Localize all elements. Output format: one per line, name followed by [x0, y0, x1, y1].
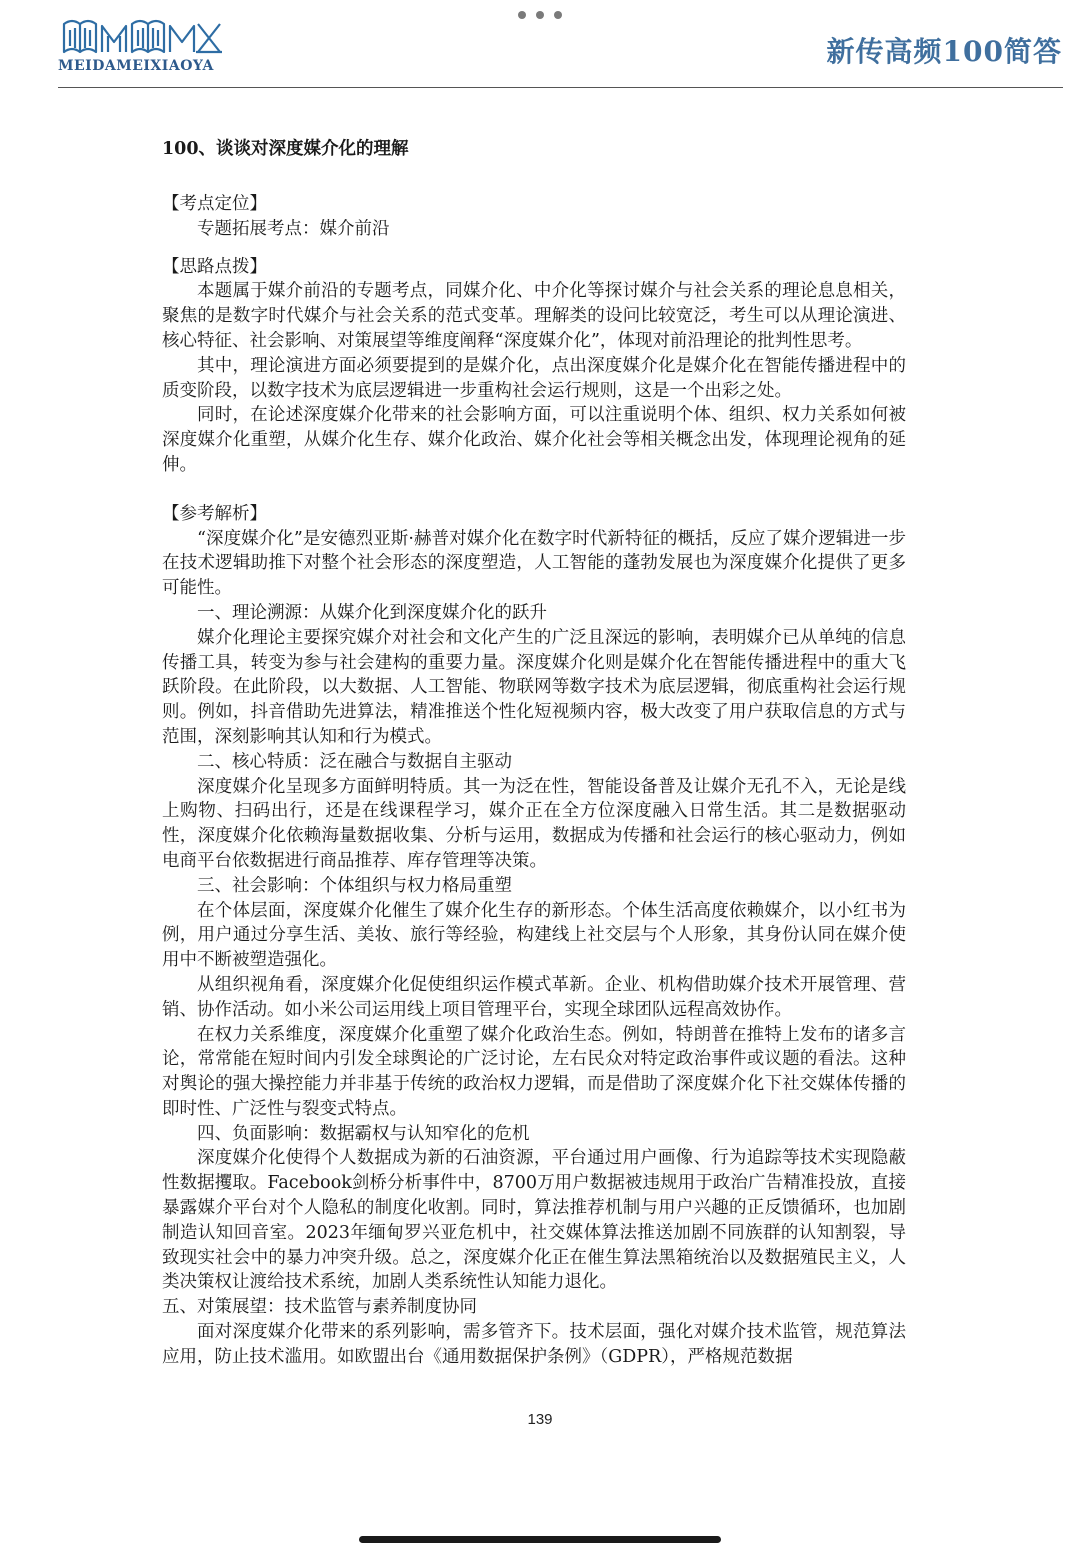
- paragraph: 面对深度媒介化带来的系列影响，需多管齐下。技术层面，强化对媒介技术监管，规范算法应用，防止技术滥用。如欧盟出台《通用数据保护条例》（GDPR），严格规范数据: [162, 1322, 906, 1367]
- subsection-title: 四、负面影响：数据霸权与认知窄化的危机: [197, 1123, 530, 1144]
- question-title: 100、谈谈对深度媒介化的理解: [162, 139, 409, 159]
- header-title: 新传高频100简答: [826, 35, 1062, 68]
- paragraph: 专题拓展考点：媒介前沿: [197, 218, 390, 239]
- section-silu: [162, 255, 906, 478]
- paragraph: 在个体层面，深度媒介化催生了媒介化生存的新形态。个体生活高度依赖媒介，以小红书为例，用户通过分享生活、美妆、旅行等经验，构建线上社交层与个人形象，其身份认同在媒介使用中不断被塑造强化。: [162, 900, 906, 971]
- paragraph: 深度媒介化呈现多方面鲜明特质。其一为泛在性，智能设备普及让媒介无孔不入，无论是线上购物、扫码出行，还是在线课程学习，媒介正在全方位深度融入日常生活。其二是数据驱动性，深度媒介化依赖海量数据收集、分析与运用，数据成为传播和社会运行的核心驱动力，例如电商平台依数据进行商品推荐、库存管理等决策。: [162, 776, 906, 871]
- paragraph: 在权力关系维度，深度媒介化重塑了媒介化政治生态。例如，特朗普在推特上发布的诸多言论，常常能在短时间内引发全球舆论的广泛讨论，左右民众对特定政治事件或议题的看法。这种对舆论的强大操控能力并非基于传统的政治权力逻辑，而是借助了深度媒介化下社交媒体传播的即时性、广泛性与裂变式特点。: [162, 1024, 906, 1119]
- paragraph: “深度媒介化”是安德烈亚斯·赫普对媒介化在数字时代新特征的概括，反应了媒介逻辑进一步在技术逻辑助推下对整个社会形态的深度塑造，人工智能的蓬勃发展也为深度媒介化提供了更多可能性。: [162, 528, 906, 599]
- section-heading: 【考点定位】: [162, 194, 267, 214]
- section-heading: 【参考解析】: [162, 503, 267, 524]
- book-logo-icon: [62, 16, 222, 56]
- more-options-button[interactable]: [518, 9, 562, 21]
- header-divider: [58, 87, 1063, 88]
- more-dots-icon: [536, 11, 544, 19]
- more-dots-icon: [518, 11, 526, 19]
- subsection-title: 三、社会影响：个体组织与权力格局重塑: [197, 875, 512, 896]
- paragraph: 媒介化理论主要探究媒介对社会和文化产生的广泛且深远的影响，表明媒介已从单纯的信息传播工具，转变为参与社会建构的重要力量。深度媒介化则是媒介化在智能传播进程中的重大飞跃阶段。在此阶段，以大数据、人工智能、物联网等数字技术为底层逻辑，彻底重构社会运行规则。例如，抖音借助先进算法，精准推送个性化短视频内容，极大改变了用户获取信息的方式与范围，深刻影响其认知和行为模式。: [162, 627, 906, 747]
- section-heading: 【思路点拨】: [162, 256, 267, 277]
- subsection-title: 二、核心特质：泛在融合与数据自主驱动: [197, 751, 512, 772]
- more-dots-icon: [554, 11, 562, 19]
- paragraph: 其中，理论演进方面必须要提到的是媒介化，点出深度媒介化是媒介化在智能传播进程中的质变阶段，以数字技术为底层逻辑进一步重构社会运行规则，这是一个出彩之处。: [162, 355, 906, 401]
- logo-text: MEIDAMEIXIAOYA: [58, 58, 214, 74]
- page-number: 139: [527, 1411, 553, 1428]
- paragraph: 本题属于媒介前沿的专题考点，同媒介化、中介化等探讨媒介与社会关系的理论息息相关，聚焦的是数字时代媒介与社会关系的范式变革。理解类的设问比较宽泛，考生可以从理论演进、核心特征、社会影响、对策展望等维度阐释“深度媒介化”，体现对前沿理论的批判性思考。: [162, 281, 906, 351]
- paragraph: 深度媒介化使得个人数据成为新的石油资源，平台通过用户画像、行为追踪等技术实现隐蔽性数据攫取。Facebook剑桥分析事件中，8700万用户数据被违规用于政治广告精准投放，直接暴露媒介平台对个人隐私的制度化收割。同时，算法推荐机制与用户兴趣的正反馈循环，也加剧制造认知回音室。2023年缅甸罗兴亚危机中，社交媒体算法推送加剧不同族群的认知割裂，导致现实社会中的暴力冲突升级。总之，深度媒介化正在催生算法黑箱统治以及数据殖民主义，人类决策权让渡给技术系统，加剧人类系统性认知能力退化。: [162, 1148, 906, 1293]
- section-cankao: [162, 502, 906, 1370]
- section-kaodian: [162, 192, 906, 242]
- subsection-title: 五、对策展望：技术监管与素养制度协同: [162, 1297, 477, 1318]
- subsection-title: 一、理论溯源：从媒介化到深度媒介化的跃升: [197, 602, 547, 623]
- brand-logo: [58, 16, 228, 78]
- paragraph: 从组织视角看，深度媒介化促使组织运作模式革新。企业、机构借助媒介技术开展管理、营销、协作活动。如小米公司运用线上项目管理平台，实现全球团队远程高效协作。: [162, 974, 906, 1020]
- document-body: [162, 136, 906, 1370]
- home-indicator[interactable]: [359, 1536, 721, 1543]
- paragraph: 同时，在论述深度媒介化带来的社会影响方面，可以注重说明个体、组织、权力关系如何被深度媒介化重塑，从媒介化生存、媒介化政治、媒介化社会等相关概念出发，体现理论视角的延伸。: [162, 405, 906, 475]
